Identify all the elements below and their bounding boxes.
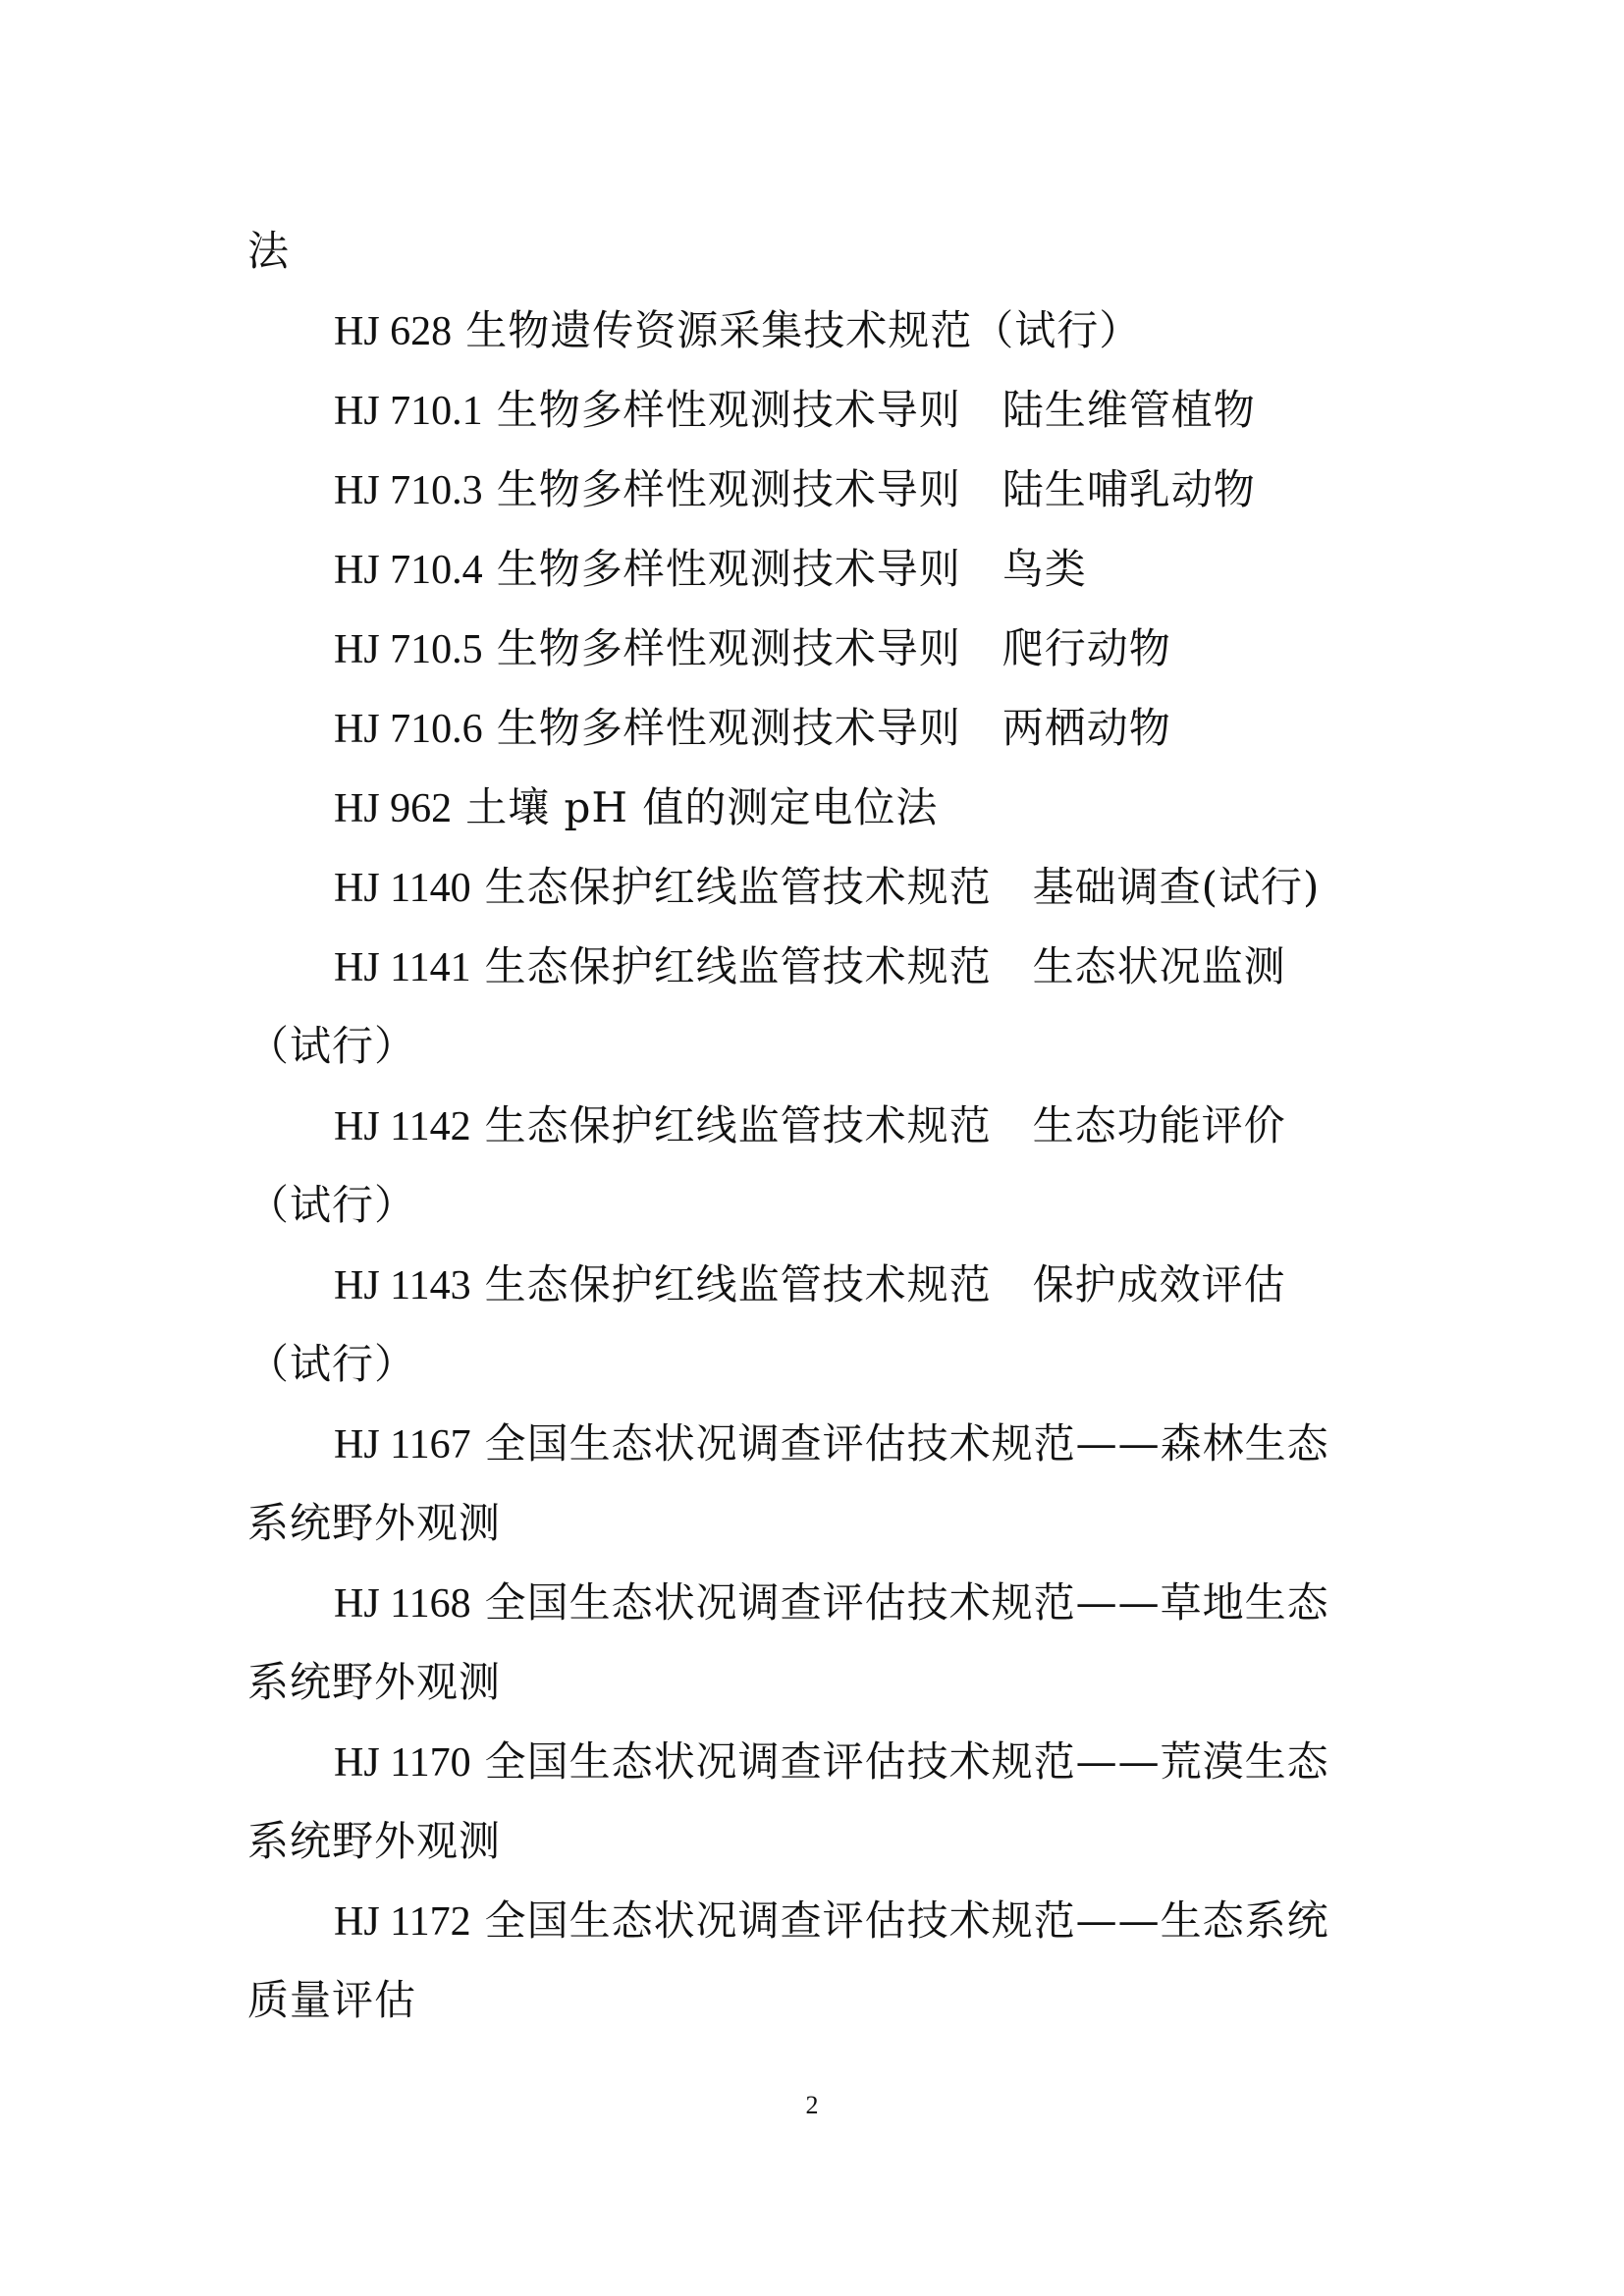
standard-title: 生态保护红线监管技术规范 (484, 863, 992, 911)
standard-entry-continuation (247, 1496, 501, 1551)
standard-code: HJ 710.4 (334, 548, 483, 593)
standard-entry (334, 701, 1171, 756)
standard-code: HJ 1142 (334, 1104, 471, 1149)
standard-entry (334, 1257, 1286, 1312)
standard-code: HJ 962 (334, 786, 453, 831)
standard-subtitle: 陆生哺乳动物 (1001, 465, 1256, 513)
standard-title: 生物多样性观测技术导则 (496, 465, 961, 513)
standard-continuation: 质量评估 (247, 1976, 417, 2024)
standard-code: HJ 710.6 (334, 707, 483, 752)
standard-entry (334, 1416, 1329, 1471)
standard-entry (334, 621, 1171, 676)
standard-entry (334, 939, 1286, 994)
standard-subtitle: 生态功能评价 (1032, 1101, 1286, 1149)
standard-entry (334, 542, 1087, 597)
standard-code: HJ 710.1 (334, 389, 483, 434)
standard-entry-continuation (247, 1655, 501, 1710)
standard-code: HJ 1167 (334, 1422, 471, 1468)
standard-title: 生物多样性观测技术导则 (496, 386, 961, 434)
standard-continuation: （试行） (247, 1181, 417, 1229)
standard-title: 全国生态状况调查评估技术规范——荒漠生态 (484, 1737, 1329, 1786)
standard-title: 生态保护红线监管技术规范 (484, 942, 992, 990)
standard-title: 生物多样性观测技术导则 (496, 704, 961, 752)
standard-subtitle: 生态状况监测 (1032, 942, 1286, 990)
standard-code: HJ 628 (334, 309, 453, 354)
standard-code: HJ 710.3 (334, 468, 483, 513)
standard-code: HJ 1141 (334, 945, 471, 990)
standard-title: 生态保护红线监管技术规范 (484, 1101, 992, 1149)
standard-subtitle: 鸟类 (1001, 545, 1087, 593)
standard-continuation: 系统野外观测 (247, 1499, 502, 1547)
standard-subtitle: 保护成效评估 (1032, 1260, 1286, 1308)
standard-entry (334, 1894, 1329, 1949)
standard-entry (334, 1735, 1329, 1789)
standard-entry-continuation (247, 1973, 416, 2028)
standard-title: 生物遗传资源采集技术规范（试行） (465, 306, 1142, 354)
standard-entry-continuation (247, 1178, 416, 1233)
standard-title: 生物多样性观测技术导则 (496, 545, 961, 593)
standard-code: HJ 1143 (334, 1263, 471, 1308)
standard-code: HJ 1168 (334, 1581, 471, 1627)
standard-code: HJ 710.5 (334, 627, 483, 672)
standard-entry (334, 303, 1141, 358)
standard-title: 土壤 pH 值的测定电位法 (465, 783, 939, 831)
standard-continuation: （试行） (247, 1022, 417, 1070)
standard-title: 生态保护红线监管技术规范 (484, 1260, 992, 1308)
standard-entry-continuation (247, 1337, 416, 1392)
standard-entry (334, 1098, 1286, 1153)
standard-entry-continuation (247, 1019, 416, 1074)
standard-continuation: 系统野外观测 (247, 1658, 502, 1706)
continuation-text (247, 224, 290, 279)
standard-continuation: 系统野外观测 (247, 1817, 502, 1865)
standard-title: 全国生态状况调查评估技术规范——森林生态 (484, 1419, 1329, 1468)
continuation-label: 法 (247, 227, 291, 275)
standard-continuation: （试行） (247, 1340, 417, 1388)
standard-code: HJ 1170 (334, 1740, 471, 1786)
standard-entry (334, 462, 1256, 517)
standard-title: 全国生态状况调查评估技术规范——草地生态 (484, 1578, 1329, 1627)
standard-subtitle: 爬行动物 (1001, 624, 1171, 672)
standard-code: HJ 1140 (334, 866, 471, 911)
page-number: 2 (805, 2091, 819, 2119)
standard-subtitle: 基础调查(试行) (1032, 863, 1321, 911)
standard-subtitle: 两栖动物 (1001, 704, 1171, 752)
standard-title: 全国生态状况调查评估技术规范——生态系统 (484, 1896, 1329, 1945)
standard-entry (334, 1575, 1329, 1630)
standard-entry (334, 383, 1256, 438)
standard-code: HJ 1172 (334, 1899, 471, 1945)
standard-entry-continuation (247, 1814, 501, 1869)
standard-entry (334, 860, 1320, 915)
standard-title: 生物多样性观测技术导则 (496, 624, 961, 672)
standard-entry (334, 780, 938, 835)
standard-subtitle: 陆生维管植物 (1001, 386, 1256, 434)
